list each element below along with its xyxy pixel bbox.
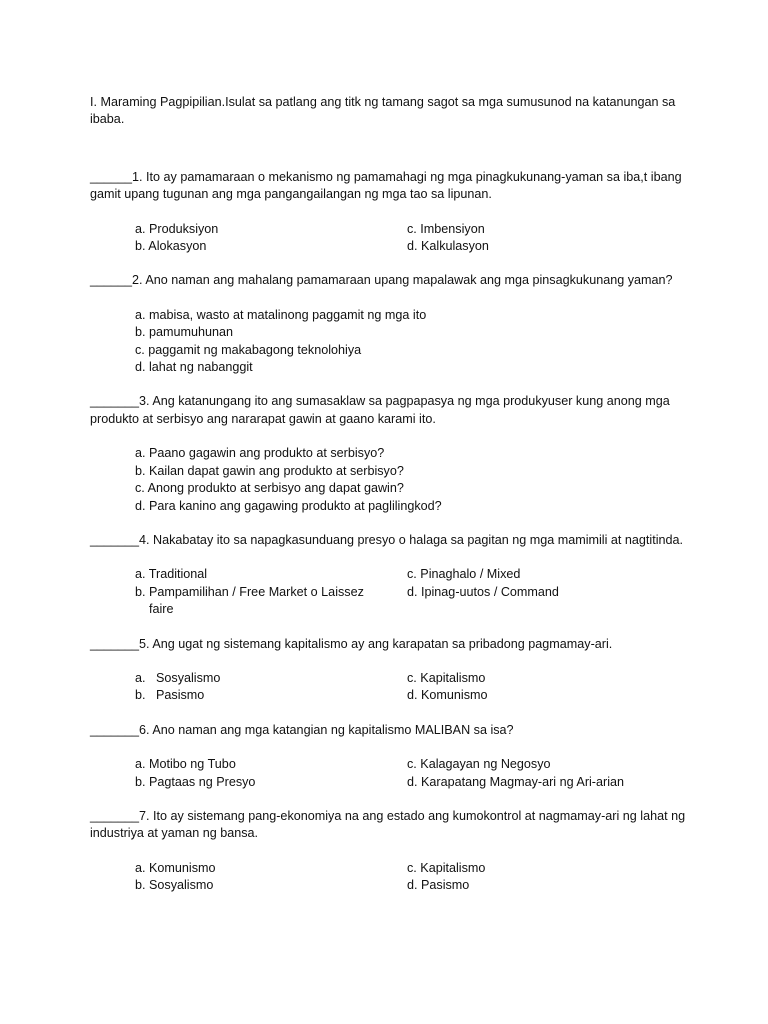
question-1	[90, 169, 690, 256]
question-2	[90, 272, 690, 376]
choice-d: d. Komunismo	[407, 688, 488, 703]
question-stem: _______4. Nakabatay ito sa napagkasunduang presyo o halaga sa pagitan ng mga mamimili at nagtitinda.	[90, 532, 684, 547]
choice-b: b. pamumuhunan	[135, 325, 234, 340]
choice-grid	[90, 860, 690, 895]
choice-a: a. mabisa, wasto at matalinong paggamit ng mga ito	[135, 307, 427, 322]
choice-a: a. Produksiyon	[135, 221, 219, 236]
question-stem: _______3. Ang katanungang ito ang sumasaklaw sa pagpapasya ng mga produkyuser kung anong mga produkto at serbisyo ang nararapat gawin at gaano karami ito.	[90, 394, 670, 426]
choice-c: c. Pinaghalo / Mixed	[407, 567, 521, 582]
question-stem: _______7. Ito ay sistemang pang-ekonomiya na ang estado ang kumokontrol at nagmamay-ari ng lahat ng industriya at yaman ng bansa.	[90, 808, 686, 841]
choice-c: c. Kapitalismo	[407, 670, 486, 685]
choice-grid	[90, 566, 690, 618]
instructions-heading: I. Maraming Pagpipilian.Isulat sa patlang ang titk ng tamang sagot sa mga sumusunod na katanungan sa ibaba.	[90, 95, 676, 127]
question-7	[90, 808, 690, 895]
question-3	[90, 393, 690, 514]
choice-b: b. Pagtaas ng Presyo	[135, 774, 256, 789]
question-6	[90, 722, 690, 791]
choice-grid	[90, 221, 690, 256]
choice-c: c. Kalagayan ng Negosyo	[407, 757, 551, 772]
choice-b: b. Alokasyon	[135, 239, 207, 254]
choice-d: d. Pasismo	[407, 878, 470, 893]
choice-a: a. Sosyalismo	[135, 670, 221, 685]
choice-c: c. Kapitalismo	[407, 860, 486, 875]
choice-c: c. Imbensiyon	[407, 221, 485, 236]
question-stem: ______2. Ano naman ang mahalang pamamaraan upang mapalawak ang mga pinsagkukunang yaman?	[90, 273, 673, 288]
worksheet-page	[90, 94, 690, 912]
choice-a: a. Paano gagawin ang produkto at serbisyo?	[135, 446, 385, 461]
question-stem: _______6. Ano naman ang mga katangian ng kapitalismo MALIBAN sa isa?	[90, 722, 514, 737]
question-stem: ______1. Ito ay pamamaraan o mekanismo ng pamamahagi ng mga pinagkukunang-yaman sa iba,t ibang gamit upang tugunan ang mga pangangailangan ng mga tao sa lipunan.	[90, 169, 682, 202]
choice-grid	[90, 670, 690, 705]
choice-d: d. Karapatang Magmay-ari ng Ari-arian	[407, 774, 625, 789]
choice-d: d. lahat ng nabanggit	[135, 360, 253, 375]
question-5	[90, 636, 690, 705]
choice-list	[90, 307, 690, 377]
choice-b: b. Pampamilihan / Free Market o Laissez faire	[135, 584, 364, 617]
choice-d: d. Kalkulasyon	[407, 239, 489, 254]
choice-b: b. Sosyalismo	[135, 878, 214, 893]
question-4	[90, 532, 690, 619]
choice-a: a. Traditional	[135, 567, 208, 582]
choice-grid	[90, 756, 690, 791]
choice-a: a. Motibo ng Tubo	[135, 757, 236, 772]
choice-a: a. Komunismo	[135, 860, 216, 875]
choice-d: d. Ipinag-uutos / Command	[407, 584, 559, 599]
choice-list	[90, 445, 690, 515]
choice-c: c. paggamit ng makabagong teknolohiya	[135, 342, 362, 357]
choice-c: c. Anong produkto at serbisyo ang dapat gawin?	[135, 481, 404, 496]
choice-b: b. Kailan dapat gawin ang produkto at serbisyo?	[135, 463, 404, 478]
question-stem: _______5. Ang ugat ng sistemang kapitalismo ay ang karapatan sa pribadong pagmamay-ari.	[90, 636, 613, 651]
choice-b: b. Pasismo	[135, 688, 205, 703]
choice-d: d. Para kanino ang gagawing produkto at paglilingkod?	[135, 498, 442, 513]
